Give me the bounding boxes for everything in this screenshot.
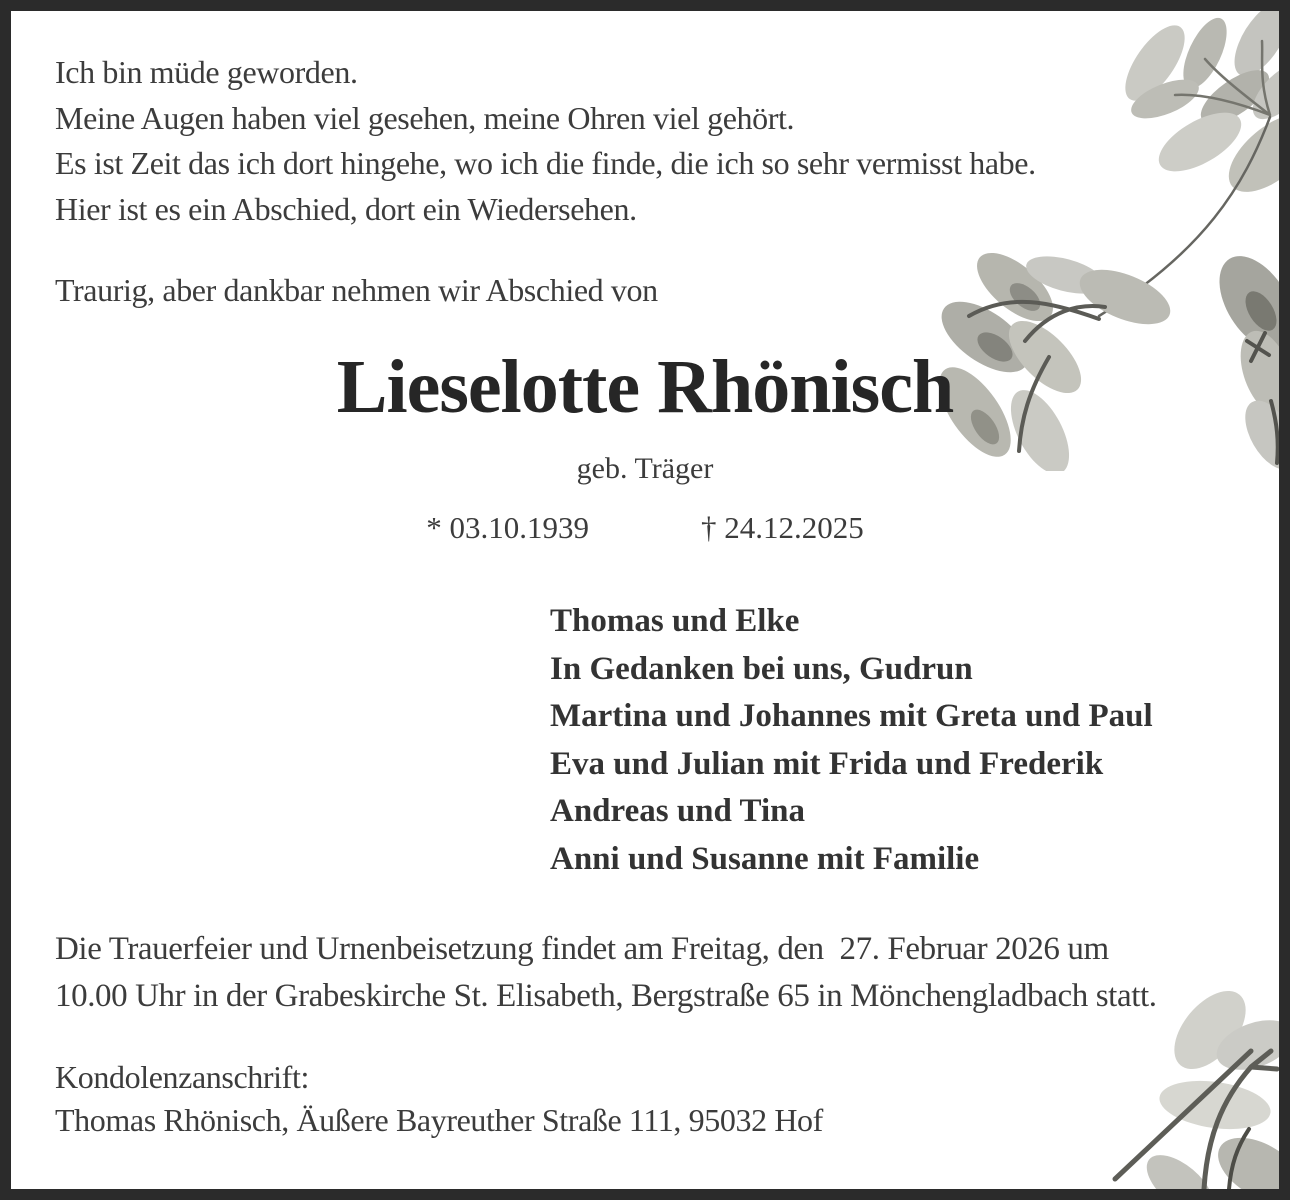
mourners-list [550, 598, 1153, 883]
funeral-details [55, 926, 1157, 1020]
epigraph-poem [55, 50, 1036, 232]
birth-name: geb. Träger [576, 452, 714, 485]
epigraph-line: Hier ist es ein Abschied, dort ein Wiedersehen. [55, 190, 637, 227]
deceased-name-row [0, 346, 1290, 430]
birth-date: * 03.10.1939 [426, 510, 589, 545]
mourner-line: Anni und Susanne mit Familie [550, 840, 980, 877]
funeral-line: 10.00 Uhr in der Grabeskirche St. Elisabeth, Bergstraße 65 in Mönchengladbach statt. [55, 978, 1157, 1014]
epigraph-line: Ich bin müde geworden. [55, 54, 358, 90]
condolence-label: Kondolenzanschrift: [55, 1059, 309, 1095]
condolence-address: Thomas Rhönisch, Äußere Bayreuther Straße 111, 95032 Hof [55, 1102, 823, 1138]
death-date: † 24.12.2025 [701, 510, 864, 545]
condolence-block [55, 1056, 823, 1142]
mourner-line: Thomas und Elke [550, 603, 800, 639]
epigraph-line: Meine Augen haben viel gesehen, meine Ohren viel gehört. [55, 99, 795, 136]
life-dates-row [0, 510, 1290, 546]
deceased-name: Lieselotte Rhönisch [336, 345, 954, 429]
mourner-line: Andreas und Tina [550, 793, 805, 829]
funeral-line: Die Trauerfeier und Urnenbeisetzung findet am Freitag, den 27. Februar 2026 um [55, 931, 1109, 967]
mourner-line: In Gedanken bei uns, Gudrun [550, 650, 973, 687]
mourner-line: Martina und Johannes mit Greta und Paul [550, 698, 1153, 734]
epigraph-line: Es ist Zeit das ich dort hingehe, wo ich die finde, die ich so sehr vermisst habe. [55, 145, 1036, 181]
mourner-line: Eva und Julian mit Frida und Frederik [550, 745, 1104, 782]
intro-text: Traurig, aber dankbar nehmen wir Abschied von [55, 272, 658, 308]
